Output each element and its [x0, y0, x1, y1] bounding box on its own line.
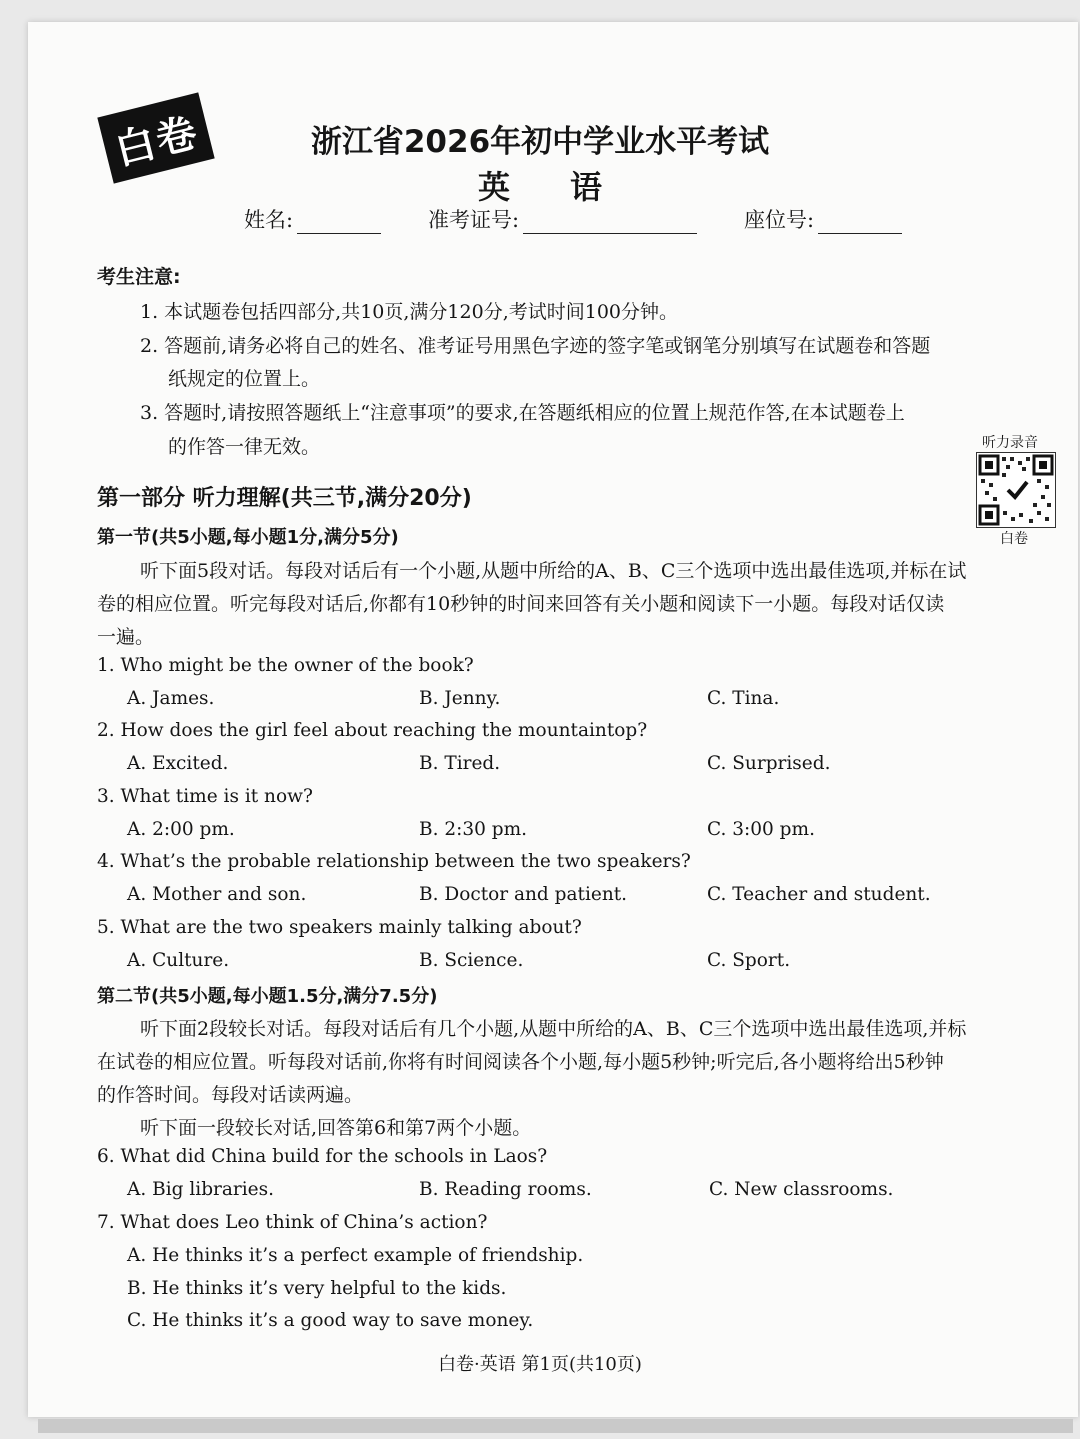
option-a: A. Culture.	[127, 950, 230, 971]
section2-instruction: 在试卷的相应位置。听每段对话前,你将有时间阅读各个小题,每小题5秒钟;听完后,各小题将给出5秒钟	[97, 1051, 944, 1073]
option-b: B. Jenny.	[419, 688, 501, 709]
section1-instruction: 一遍。	[97, 626, 155, 648]
option-a: A. He thinks it’s a perfect example of friendship.	[127, 1245, 584, 1266]
option-b: B. He thinks it’s very helpful to the kids.	[127, 1278, 507, 1299]
name-label: 姓名:	[244, 208, 294, 232]
option-a: A. 2:00 pm.	[127, 819, 235, 840]
question-stem: 4. What’s the probable relationship between the two speakers?	[97, 851, 691, 872]
question-stem: 2. How does the girl feel about reaching the mountaintop?	[97, 720, 648, 741]
option-b: B. Doctor and patient.	[419, 884, 628, 905]
option-c: C. Tina.	[707, 688, 780, 709]
section2-instruction: 的作答时间。每段对话读两遍。	[97, 1084, 364, 1106]
qr-caption-top: 听力录音	[982, 435, 1038, 451]
question-stem: 5. What are the two speakers mainly talking about?	[97, 917, 582, 938]
notice-item: 3. 答题时,请按照答题纸上“注意事项”的要求,在答题纸相应的位置上规范作答,在本试题卷上	[140, 402, 905, 424]
section2-heading: 第二节(共5小题,每小题1.5分,满分7.5分)	[97, 986, 438, 1007]
question-stem: 3. What time is it now?	[97, 786, 313, 807]
option-c: C. Sport.	[707, 950, 791, 971]
option-a: A. Big libraries.	[127, 1179, 274, 1200]
notice-heading: 考生注意:	[97, 266, 181, 288]
seat-field[interactable]	[744, 204, 902, 234]
section2-instruction: 听下面2段较长对话。每段对话后有几个小题,从题中所给的A、B、C三个选项中选出最佳选项,并标	[140, 1018, 967, 1040]
exam-id-blank	[523, 213, 697, 234]
section1-heading: 第一节(共5小题,每小题1分,满分5分)	[97, 527, 399, 548]
question-stem: 1. Who might be the owner of the book?	[97, 655, 474, 676]
exam-id-label: 准考证号:	[428, 208, 520, 232]
qr-caption-bottom: 白卷	[1000, 531, 1028, 547]
exam-id-field[interactable]	[428, 204, 697, 234]
option-c: C. 3:00 pm.	[707, 819, 815, 840]
seat-label: 座位号:	[744, 208, 815, 232]
section1-instruction: 卷的相应位置。听完每段对话后,你都有10秒钟的时间来回答有关小题和阅读下一小题。每段对话仅读	[97, 593, 945, 615]
next-page-edge	[38, 1419, 1073, 1433]
listening-audio-qr-code[interactable]	[976, 452, 1056, 528]
option-c: C. Teacher and student.	[707, 884, 931, 905]
option-a: A. Excited.	[127, 753, 229, 774]
name-blank	[297, 213, 381, 234]
option-c: C. New classrooms.	[709, 1179, 894, 1200]
option-b: B. 2:30 pm.	[419, 819, 528, 840]
seat-blank	[818, 213, 902, 234]
exam-title: 浙江省2026年初中学业水平考试	[310, 124, 770, 160]
question-stem: 7. What does Leo think of China’s action?	[97, 1212, 488, 1233]
section2-sub-instruction: 听下面一段较长对话,回答第6和第7两个小题。	[140, 1117, 532, 1139]
part1-heading: 第一部分 听力理解(共三节,满分20分)	[97, 486, 472, 511]
notice-item: 1. 本试题卷包括四部分,共10页,满分120分,考试时间100分钟。	[140, 301, 678, 323]
notice-item: 2. 答题前,请务必将自己的姓名、准考证号用黑色字迹的签字笔或钢笔分别填写在试题卷和答题	[140, 335, 931, 357]
subject-title: 英语	[477, 168, 662, 206]
notice-item: 的作答一律无效。	[168, 436, 321, 458]
qr-code-icon	[977, 453, 1055, 527]
notice-item: 纸规定的位置上。	[168, 368, 321, 390]
option-b: B. Tired.	[419, 753, 501, 774]
option-b: B. Science.	[419, 950, 524, 971]
option-a: A. James.	[127, 688, 215, 709]
option-c: C. He thinks it’s a good way to save money.	[127, 1310, 534, 1331]
candidate-fields	[0, 204, 1080, 234]
section1-instruction: 听下面5段对话。每段对话后有一个小题,从题中所给的A、B、C三个选项中选出最佳选项,并标在试	[140, 560, 967, 582]
name-field[interactable]	[244, 204, 381, 234]
white-paper-badge: 白卷	[97, 92, 214, 183]
option-a: A. Mother and son.	[127, 884, 307, 905]
option-c: C. Surprised.	[707, 753, 831, 774]
option-b: B. Reading rooms.	[419, 1179, 592, 1200]
question-stem: 6. What did China build for the schools in Laos?	[97, 1146, 548, 1167]
page-footer: 白卷·英语 第1页(共10页)	[438, 1354, 642, 1375]
